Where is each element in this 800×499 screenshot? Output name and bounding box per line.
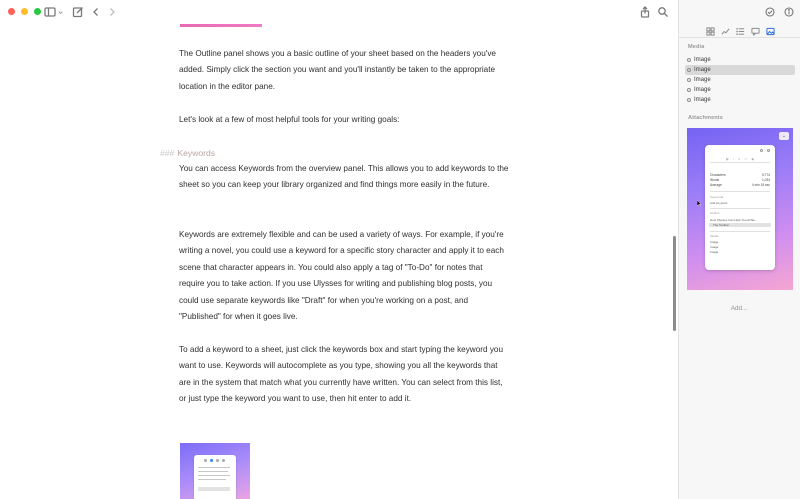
media-item: Image xyxy=(710,245,719,249)
attachment-preview-image[interactable] xyxy=(687,128,793,290)
media-item: Image xyxy=(710,250,719,254)
goal-check-icon xyxy=(760,149,763,152)
image-bullet-icon xyxy=(687,68,691,72)
outline-item: How Ulysses Can Help You Achie... xyxy=(710,218,758,222)
heading-markup-marker: ### xyxy=(160,148,175,158)
mouse-pointer-icon xyxy=(697,200,701,207)
media-heading: Media xyxy=(710,234,719,238)
media-list xyxy=(685,55,795,105)
add-attachment-button[interactable]: Add... xyxy=(730,305,748,312)
media-item-label: Image xyxy=(694,97,711,103)
paragraph[interactable]: Keywords are extremely flexible and can be used a variety of ways. For example, if you're writing a novel, you could use a keyword for a specific story character and apply it to each scene that character appears in. You could also apply a tag of "To-Do" for notes that require you to take action. If you use Ulysses for writing and publishing blog posts, you could use separate keywords like "Draft" for when you're working on a post, and "Published" for when it goes live. xyxy=(179,230,504,322)
paragraph[interactable]: To add a keyword to a sheet, just click the keywords box and start typing the keyword you want to use. Keywords will autocomplete as you type, showing you all the keywords that are in the system that match what you currently have written. You can select from this list, or just type the keyword you want to use, then hit enter to add it. xyxy=(179,345,504,404)
inline-image[interactable] xyxy=(180,24,262,27)
media-item-label: Image xyxy=(694,67,711,73)
sidebar-toggle-icon[interactable] xyxy=(43,5,57,19)
goal-check-icon[interactable] xyxy=(764,6,775,17)
info-icon[interactable] xyxy=(783,6,794,17)
window-controls xyxy=(8,8,41,15)
outline-heading: Outline xyxy=(710,211,720,215)
attachments-section-label: Attachments xyxy=(688,115,723,121)
overview-icon[interactable] xyxy=(704,26,716,36)
image-bullet-icon xyxy=(687,88,691,92)
outline-icon[interactable] xyxy=(734,26,746,36)
outline-icon: ≡ xyxy=(738,157,741,161)
stat-value: 4 min 15 sec xyxy=(751,183,770,187)
media-list-item-selected[interactable] xyxy=(685,65,795,75)
back-icon[interactable] xyxy=(89,5,103,19)
media-item-label: Image xyxy=(694,87,711,93)
keywords-heading: Keywords xyxy=(710,195,724,199)
divider xyxy=(679,37,800,38)
paragraph[interactable]: You can access Keywords from the overview panel. This allows you to add keywords to the sheet so you can keep your library organized and find things more easily in the future. xyxy=(179,164,509,190)
media-icon: ▣ xyxy=(751,157,755,161)
media-list-item[interactable] xyxy=(685,75,795,85)
media-list-item[interactable] xyxy=(685,55,795,65)
stat-label: Characters xyxy=(710,173,726,177)
scrollbar-thumb[interactable] xyxy=(673,236,676,331)
compose-icon[interactable] xyxy=(71,5,85,19)
close-window-button[interactable] xyxy=(8,8,15,15)
info-icon xyxy=(767,149,770,152)
stat-label: Words xyxy=(710,178,720,182)
stat-value: 5,774 xyxy=(762,173,770,177)
comments-icon[interactable] xyxy=(749,26,761,36)
image-bullet-icon xyxy=(687,78,691,82)
stat-label: Average xyxy=(710,183,722,187)
media-item: Image xyxy=(710,240,719,244)
forward-icon[interactable] xyxy=(105,5,119,19)
media-item-label: Image xyxy=(694,57,711,63)
media-item-label: Image xyxy=(694,77,711,83)
outline-item: The Toolbar xyxy=(713,223,729,227)
section-heading[interactable] xyxy=(160,145,215,161)
share-icon[interactable] xyxy=(638,5,652,19)
attachment-menu-button[interactable]: ⌄ xyxy=(779,132,789,140)
overview-icon: ▦ xyxy=(725,157,729,161)
search-icon[interactable] xyxy=(656,5,670,19)
editor-pane[interactable] xyxy=(0,24,678,499)
media-icon[interactable] xyxy=(764,26,776,36)
image-bullet-icon xyxy=(687,98,691,102)
heading-text: Keywords xyxy=(177,148,216,158)
image-bullet-icon xyxy=(687,58,691,62)
media-list-item[interactable] xyxy=(685,85,795,95)
inline-image[interactable] xyxy=(180,443,250,499)
chevron-down-icon[interactable] xyxy=(56,5,64,19)
paragraph[interactable]: Let's look at a few of most helpful tools for your writing goals: xyxy=(179,115,400,124)
comments-icon: ▭ xyxy=(744,157,748,161)
zoom-window-button[interactable] xyxy=(34,8,41,15)
statistics-icon: ⌇ xyxy=(732,157,735,161)
media-list-item[interactable] xyxy=(685,95,795,105)
screenshot-panel xyxy=(194,455,236,499)
media-section-label: Media xyxy=(688,44,705,50)
paragraph[interactable]: The Outline panel shows you a basic outline of your sheet based on the headers you've added. Simply click the section you want and you'll instantly be taken to the appropriate location in the editor pane. xyxy=(179,49,496,91)
screenshot-panel xyxy=(705,145,775,270)
add-keyword-label: Add keyword xyxy=(710,201,728,205)
stat-value: 1,034 xyxy=(762,178,770,182)
statistics-icon[interactable] xyxy=(719,26,731,36)
minimize-window-button[interactable] xyxy=(21,8,28,15)
